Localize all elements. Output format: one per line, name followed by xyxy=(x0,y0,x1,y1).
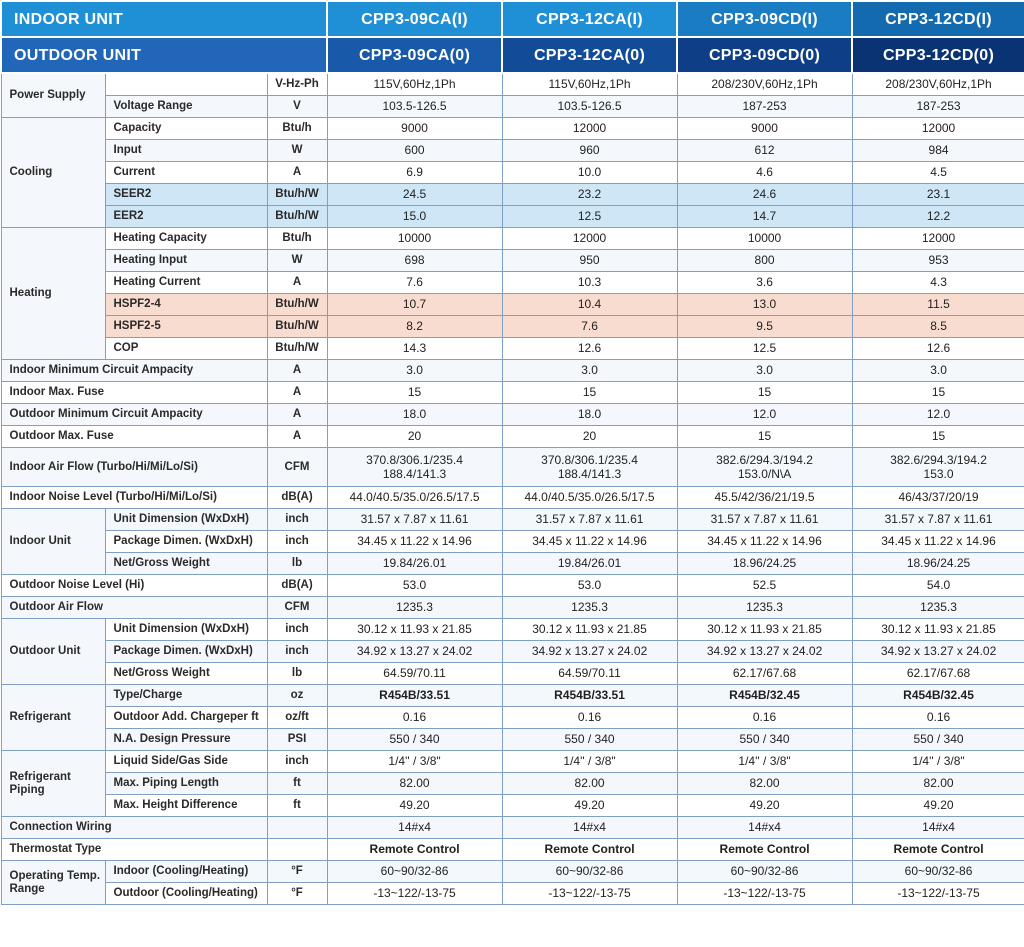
value-cell-model-4: 12000 xyxy=(852,118,1024,140)
unit-label: A xyxy=(267,404,327,426)
value-cell-model-2: R454B/33.51 xyxy=(502,685,677,707)
spec-row-outdoor-cooling-heating xyxy=(1,883,1024,905)
value-cell-model-4: 34.92 x 13.27 x 24.02 xyxy=(852,641,1024,663)
spec-row-seer2 xyxy=(1,184,1024,206)
value-cell-model-2: 18.0 xyxy=(502,404,677,426)
spec-row-thermostat-type xyxy=(1,839,1024,861)
value-cell-model-4: 11.5 xyxy=(852,294,1024,316)
value-cell-model-4: 12.6 xyxy=(852,338,1024,360)
group-label-indoor-unit: Indoor Unit xyxy=(1,509,105,575)
unit-label: inch xyxy=(267,641,327,663)
value-cell-model-1: 103.5-126.5 xyxy=(327,96,502,118)
outdoor-unit-label: OUTDOOR UNIT xyxy=(1,37,327,73)
value-cell-model-3: R454B/32.45 xyxy=(677,685,852,707)
value-cell-model-4: 208/230V,60Hz,1Ph xyxy=(852,73,1024,96)
value-cell-model-2: 103.5-126.5 xyxy=(502,96,677,118)
spec-row-hspf2-5 xyxy=(1,316,1024,338)
value-cell-model-4: 15 xyxy=(852,426,1024,448)
unit-label: CFM xyxy=(267,448,327,487)
indoor-model-4: CPP3-12CD(I) xyxy=(852,1,1024,37)
value-cell-model-4: 82.00 xyxy=(852,773,1024,795)
value-cell-model-3: 34.45 x 11.22 x 14.96 xyxy=(677,531,852,553)
value-cell-model-3: 4.6 xyxy=(677,162,852,184)
value-cell-model-3: 24.6 xyxy=(677,184,852,206)
spec-row-net-gross-weight xyxy=(1,553,1024,575)
value-cell-model-4: 12000 xyxy=(852,228,1024,250)
value-cell-model-2: 23.2 xyxy=(502,184,677,206)
param-label: Heating Input xyxy=(105,250,267,272)
group-label-power-supply: Power Supply xyxy=(1,73,105,118)
value-cell-model-4: 382.6/294.3/194.2 153.0 xyxy=(852,448,1024,487)
value-cell-model-3: 1235.3 xyxy=(677,597,852,619)
row-label: Outdoor Max. Fuse xyxy=(1,426,267,448)
param-label: HSPF2-4 xyxy=(105,294,267,316)
group-label-outdoor-unit: Outdoor Unit xyxy=(1,619,105,685)
value-cell-model-3: Remote Control xyxy=(677,839,852,861)
value-cell-model-1: 60~90/32-86 xyxy=(327,861,502,883)
value-cell-model-1: 44.0/40.5/35.0/26.5/17.5 xyxy=(327,487,502,509)
value-cell-model-4: 12.0 xyxy=(852,404,1024,426)
value-cell-model-3: 12.5 xyxy=(677,338,852,360)
unit-label: A xyxy=(267,162,327,184)
value-cell-model-3: -13~122/-13-75 xyxy=(677,883,852,905)
param-label: Outdoor (Cooling/Heating) xyxy=(105,883,267,905)
value-cell-model-4: 54.0 xyxy=(852,575,1024,597)
value-cell-model-3: 1/4'' / 3/8" xyxy=(677,751,852,773)
value-cell-model-4: 4.3 xyxy=(852,272,1024,294)
value-cell-model-1: 15.0 xyxy=(327,206,502,228)
param-label: Heating Capacity xyxy=(105,228,267,250)
value-cell-model-4: 60~90/32-86 xyxy=(852,861,1024,883)
value-cell-model-4: -13~122/-13-75 xyxy=(852,883,1024,905)
value-cell-model-1: 49.20 xyxy=(327,795,502,817)
unit-label: oz xyxy=(267,685,327,707)
value-cell-model-2: 82.00 xyxy=(502,773,677,795)
value-cell-model-1: 1/4'' / 3/8" xyxy=(327,751,502,773)
param-label: Package Dimen. (WxDxH) xyxy=(105,531,267,553)
value-cell-model-1: 7.6 xyxy=(327,272,502,294)
value-cell-model-3: 62.17/67.68 xyxy=(677,663,852,685)
param-label: Liquid Side/Gas Side xyxy=(105,751,267,773)
spec-row-voltage-range xyxy=(1,96,1024,118)
value-cell-model-4: 49.20 xyxy=(852,795,1024,817)
unit-label: Btu/h/W xyxy=(267,294,327,316)
value-cell-model-1: 34.92 x 13.27 x 24.02 xyxy=(327,641,502,663)
value-cell-model-4: 14#x4 xyxy=(852,817,1024,839)
indoor-model-3: CPP3-09CD(I) xyxy=(677,1,852,37)
spec-row-heating-current xyxy=(1,272,1024,294)
param-label: SEER2 xyxy=(105,184,267,206)
param-label: Heating Current xyxy=(105,272,267,294)
value-cell-model-1: -13~122/-13-75 xyxy=(327,883,502,905)
value-cell-model-3: 15 xyxy=(677,426,852,448)
value-cell-model-1: 14.3 xyxy=(327,338,502,360)
outdoor-unit-header-row xyxy=(1,37,1024,73)
spec-row-connection-wiring xyxy=(1,817,1024,839)
value-cell-model-3: 18.96/24.25 xyxy=(677,553,852,575)
value-cell-model-3: 49.20 xyxy=(677,795,852,817)
value-cell-model-4: R454B/32.45 xyxy=(852,685,1024,707)
value-cell-model-3: 31.57 x 7.87 x 11.61 xyxy=(677,509,852,531)
unit-label: Btu/h xyxy=(267,228,327,250)
unit-label: Btu/h/W xyxy=(267,338,327,360)
unit-label: inch xyxy=(267,509,327,531)
value-cell-model-2: 1235.3 xyxy=(502,597,677,619)
value-cell-model-1: 600 xyxy=(327,140,502,162)
value-cell-model-4: 23.1 xyxy=(852,184,1024,206)
spec-row-indoor-cooling-heating xyxy=(1,861,1024,883)
value-cell-model-1: 115V,60Hz,1Ph xyxy=(327,73,502,96)
value-cell-model-2: 64.59/70.11 xyxy=(502,663,677,685)
value-cell-model-1: 18.0 xyxy=(327,404,502,426)
value-cell-model-1: 1235.3 xyxy=(327,597,502,619)
spec-row-cop xyxy=(1,338,1024,360)
spec-row-eer2 xyxy=(1,206,1024,228)
unit-label: W xyxy=(267,250,327,272)
unit-label: °F xyxy=(267,861,327,883)
spec-row-indoor-air-flow-turbo-hi-mi-lo-si xyxy=(1,448,1024,487)
value-cell-model-3: 550 / 340 xyxy=(677,729,852,751)
unit-label: A xyxy=(267,426,327,448)
value-cell-model-2: 7.6 xyxy=(502,316,677,338)
value-cell-model-3: 14#x4 xyxy=(677,817,852,839)
value-cell-model-1: 10000 xyxy=(327,228,502,250)
value-cell-model-2: 14#x4 xyxy=(502,817,677,839)
value-cell-model-1: 3.0 xyxy=(327,360,502,382)
value-cell-model-2: 49.20 xyxy=(502,795,677,817)
unit-label: lb xyxy=(267,663,327,685)
value-cell-model-4: 0.16 xyxy=(852,707,1024,729)
value-cell-model-4: 18.96/24.25 xyxy=(852,553,1024,575)
spec-row-outdoor-air-flow xyxy=(1,597,1024,619)
value-cell-model-2: 950 xyxy=(502,250,677,272)
spec-row-unit-dimension-wxdxh xyxy=(1,509,1024,531)
spec-row-capacity xyxy=(1,118,1024,140)
row-label: Indoor Minimum Circuit Ampacity xyxy=(1,360,267,382)
value-cell-model-1: 0.16 xyxy=(327,707,502,729)
row-label: Outdoor Air Flow xyxy=(1,597,267,619)
param-label: Indoor (Cooling/Heating) xyxy=(105,861,267,883)
unit-label: Btu/h/W xyxy=(267,206,327,228)
value-cell-model-2: 3.0 xyxy=(502,360,677,382)
indoor-unit-label: INDOOR UNIT xyxy=(1,1,327,37)
spec-row-indoor-minimum-circuit-ampacity xyxy=(1,360,1024,382)
value-cell-model-2: 0.16 xyxy=(502,707,677,729)
param-label: Capacity xyxy=(105,118,267,140)
spec-row-heating-capacity xyxy=(1,228,1024,250)
unit-label: oz/ft xyxy=(267,707,327,729)
group-label-refrigerant-piping: Refrigerant Piping xyxy=(1,751,105,817)
param-label: Outdoor Add. Chargeper ft xyxy=(105,707,267,729)
unit-label: PSI xyxy=(267,729,327,751)
value-cell-model-1: 53.0 xyxy=(327,575,502,597)
row-label: Connection Wiring xyxy=(1,817,267,839)
value-cell-model-2: 1/4'' / 3/8" xyxy=(502,751,677,773)
value-cell-model-3: 30.12 x 11.93 x 21.85 xyxy=(677,619,852,641)
value-cell-model-4: 62.17/67.68 xyxy=(852,663,1024,685)
value-cell-model-1: 64.59/70.11 xyxy=(327,663,502,685)
value-cell-model-3: 187-253 xyxy=(677,96,852,118)
unit-label: inch xyxy=(267,619,327,641)
value-cell-model-2: 12000 xyxy=(502,228,677,250)
param-label: HSPF2-5 xyxy=(105,316,267,338)
value-cell-model-2: 53.0 xyxy=(502,575,677,597)
unit-label: W xyxy=(267,140,327,162)
spec-row-n-a-design-pressure xyxy=(1,729,1024,751)
value-cell-model-3: 3.6 xyxy=(677,272,852,294)
value-cell-model-1: R454B/33.51 xyxy=(327,685,502,707)
value-cell-model-3: 13.0 xyxy=(677,294,852,316)
indoor-model-1: CPP3-09CA(I) xyxy=(327,1,502,37)
param-label: Current xyxy=(105,162,267,184)
value-cell-model-1: Remote Control xyxy=(327,839,502,861)
param-label: Input xyxy=(105,140,267,162)
value-cell-model-2: 30.12 x 11.93 x 21.85 xyxy=(502,619,677,641)
unit-label: °F xyxy=(267,883,327,905)
unit-label: Btu/h xyxy=(267,118,327,140)
value-cell-model-2: 20 xyxy=(502,426,677,448)
value-cell-model-2: 12000 xyxy=(502,118,677,140)
param-label: Net/Gross Weight xyxy=(105,663,267,685)
spec-row-outdoor-add-chargeper-ft xyxy=(1,707,1024,729)
unit-label: Btu/h/W xyxy=(267,184,327,206)
value-cell-model-2: 10.4 xyxy=(502,294,677,316)
value-cell-model-1: 10.7 xyxy=(327,294,502,316)
value-cell-model-1: 15 xyxy=(327,382,502,404)
value-cell-model-1: 698 xyxy=(327,250,502,272)
value-cell-model-3: 3.0 xyxy=(677,360,852,382)
value-cell-model-1: 30.12 x 11.93 x 21.85 xyxy=(327,619,502,641)
indoor-model-2: CPP3-12CA(I) xyxy=(502,1,677,37)
value-cell-model-3: 800 xyxy=(677,250,852,272)
value-cell-model-4: 3.0 xyxy=(852,360,1024,382)
value-cell-model-3: 382.6/294.3/194.2 153.0/N\A xyxy=(677,448,852,487)
param-label: Max. Piping Length xyxy=(105,773,267,795)
value-cell-model-3: 612 xyxy=(677,140,852,162)
spec-row-package-dimen-wxdxh xyxy=(1,531,1024,553)
spec-row-outdoor-noise-level-hi xyxy=(1,575,1024,597)
spec-row-package-dimen-wxdxh xyxy=(1,641,1024,663)
unit-label: dB(A) xyxy=(267,575,327,597)
spec-row-max-height-difference xyxy=(1,795,1024,817)
value-cell-model-1: 14#x4 xyxy=(327,817,502,839)
unit-label: V xyxy=(267,96,327,118)
unit-label: V-Hz-Ph xyxy=(267,73,327,96)
unit-label: lb xyxy=(267,553,327,575)
value-cell-model-4: Remote Control xyxy=(852,839,1024,861)
value-cell-model-3: 10000 xyxy=(677,228,852,250)
value-cell-model-4: 953 xyxy=(852,250,1024,272)
group-label-refrigerant: Refrigerant xyxy=(1,685,105,751)
value-cell-model-1: 20 xyxy=(327,426,502,448)
value-cell-model-1: 19.84/26.01 xyxy=(327,553,502,575)
param-label: Unit Dimension (WxDxH) xyxy=(105,619,267,641)
row-label: Thermostat Type xyxy=(1,839,267,861)
row-label: Outdoor Noise Level (Hi) xyxy=(1,575,267,597)
param-label xyxy=(105,73,267,96)
spec-row-outdoor-max-fuse xyxy=(1,426,1024,448)
value-cell-model-2: Remote Control xyxy=(502,839,677,861)
spec-row-outdoor-minimum-circuit-ampacity xyxy=(1,404,1024,426)
value-cell-model-3: 15 xyxy=(677,382,852,404)
value-cell-model-2: -13~122/-13-75 xyxy=(502,883,677,905)
value-cell-model-2: 60~90/32-86 xyxy=(502,861,677,883)
value-cell-model-4: 984 xyxy=(852,140,1024,162)
param-label: Max. Height Difference xyxy=(105,795,267,817)
unit-label xyxy=(267,839,327,861)
spec-row-indoor-noise-level-turbo-hi-mi-lo-si xyxy=(1,487,1024,509)
spec-row-liquid-side-gas-side xyxy=(1,751,1024,773)
value-cell-model-2: 12.6 xyxy=(502,338,677,360)
row-label: Outdoor Minimum Circuit Ampacity xyxy=(1,404,267,426)
value-cell-model-4: 30.12 x 11.93 x 21.85 xyxy=(852,619,1024,641)
indoor-unit-header-row xyxy=(1,1,1024,37)
value-cell-model-3: 34.92 x 13.27 x 24.02 xyxy=(677,641,852,663)
outdoor-model-2: CPP3-12CA(0) xyxy=(502,37,677,73)
value-cell-model-2: 44.0/40.5/35.0/26.5/17.5 xyxy=(502,487,677,509)
value-cell-model-1: 24.5 xyxy=(327,184,502,206)
spec-row-heating-input xyxy=(1,250,1024,272)
value-cell-model-1: 9000 xyxy=(327,118,502,140)
value-cell-model-3: 82.00 xyxy=(677,773,852,795)
value-cell-model-3: 9000 xyxy=(677,118,852,140)
spec-row-net-gross-weight xyxy=(1,663,1024,685)
value-cell-model-4: 31.57 x 7.87 x 11.61 xyxy=(852,509,1024,531)
spec-row-input xyxy=(1,140,1024,162)
value-cell-model-3: 0.16 xyxy=(677,707,852,729)
value-cell-model-3: 12.0 xyxy=(677,404,852,426)
outdoor-model-1: CPP3-09CA(0) xyxy=(327,37,502,73)
spec-row-hspf2-4 xyxy=(1,294,1024,316)
spec-row-type-charge xyxy=(1,685,1024,707)
value-cell-model-2: 31.57 x 7.87 x 11.61 xyxy=(502,509,677,531)
value-cell-model-1: 370.8/306.1/235.4 188.4/141.3 xyxy=(327,448,502,487)
value-cell-model-1: 550 / 340 xyxy=(327,729,502,751)
value-cell-model-3: 9.5 xyxy=(677,316,852,338)
row-label: Indoor Air Flow (Turbo/Hi/Mi/Lo/Si) xyxy=(1,448,267,487)
unit-label xyxy=(267,817,327,839)
param-label: Voltage Range xyxy=(105,96,267,118)
value-cell-model-1: 31.57 x 7.87 x 11.61 xyxy=(327,509,502,531)
value-cell-model-4: 187-253 xyxy=(852,96,1024,118)
value-cell-model-4: 46/43/37/20/19 xyxy=(852,487,1024,509)
value-cell-model-4: 12.2 xyxy=(852,206,1024,228)
param-label: EER2 xyxy=(105,206,267,228)
row-label: Indoor Noise Level (Turbo/Hi/Mi/Lo/Si) xyxy=(1,487,267,509)
value-cell-model-2: 550 / 340 xyxy=(502,729,677,751)
unit-label: A xyxy=(267,360,327,382)
unit-label: ft xyxy=(267,795,327,817)
value-cell-model-2: 15 xyxy=(502,382,677,404)
value-cell-model-3: 14.7 xyxy=(677,206,852,228)
spec-row-current xyxy=(1,162,1024,184)
value-cell-model-3: 45.5/42/36/21/19.5 xyxy=(677,487,852,509)
value-cell-model-1: 82.00 xyxy=(327,773,502,795)
value-cell-model-3: 52.5 xyxy=(677,575,852,597)
spec-row-max-piping-length xyxy=(1,773,1024,795)
value-cell-model-1: 8.2 xyxy=(327,316,502,338)
group-label-heating: Heating xyxy=(1,228,105,360)
unit-label: dB(A) xyxy=(267,487,327,509)
unit-label: inch xyxy=(267,751,327,773)
value-cell-model-2: 10.3 xyxy=(502,272,677,294)
value-cell-model-3: 208/230V,60Hz,1Ph xyxy=(677,73,852,96)
unit-label: CFM xyxy=(267,597,327,619)
param-label: Unit Dimension (WxDxH) xyxy=(105,509,267,531)
spec-row-power-supply-v-hz-ph xyxy=(1,73,1024,96)
spec-row-indoor-max-fuse xyxy=(1,382,1024,404)
value-cell-model-4: 4.5 xyxy=(852,162,1024,184)
value-cell-model-2: 34.45 x 11.22 x 14.96 xyxy=(502,531,677,553)
param-label: N.A. Design Pressure xyxy=(105,729,267,751)
unit-label: A xyxy=(267,272,327,294)
value-cell-model-2: 34.92 x 13.27 x 24.02 xyxy=(502,641,677,663)
outdoor-model-4: CPP3-12CD(0) xyxy=(852,37,1024,73)
row-label: Indoor Max. Fuse xyxy=(1,382,267,404)
unit-label: ft xyxy=(267,773,327,795)
value-cell-model-2: 10.0 xyxy=(502,162,677,184)
value-cell-model-1: 6.9 xyxy=(327,162,502,184)
value-cell-model-4: 34.45 x 11.22 x 14.96 xyxy=(852,531,1024,553)
spec-row-unit-dimension-wxdxh xyxy=(1,619,1024,641)
value-cell-model-3: 60~90/32-86 xyxy=(677,861,852,883)
value-cell-model-4: 1235.3 xyxy=(852,597,1024,619)
unit-label: A xyxy=(267,382,327,404)
param-label: Type/Charge xyxy=(105,685,267,707)
value-cell-model-4: 1/4'' / 3/8" xyxy=(852,751,1024,773)
outdoor-model-3: CPP3-09CD(0) xyxy=(677,37,852,73)
value-cell-model-4: 8.5 xyxy=(852,316,1024,338)
group-label-cooling: Cooling xyxy=(1,118,105,228)
value-cell-model-1: 34.45 x 11.22 x 14.96 xyxy=(327,531,502,553)
value-cell-model-2: 960 xyxy=(502,140,677,162)
unit-label: inch xyxy=(267,531,327,553)
param-label: Package Dimen. (WxDxH) xyxy=(105,641,267,663)
param-label: Net/Gross Weight xyxy=(105,553,267,575)
value-cell-model-2: 12.5 xyxy=(502,206,677,228)
param-label: COP xyxy=(105,338,267,360)
value-cell-model-4: 15 xyxy=(852,382,1024,404)
value-cell-model-2: 19.84/26.01 xyxy=(502,553,677,575)
group-label-operating-temp: Operating Temp. Range xyxy=(1,861,105,905)
value-cell-model-2: 370.8/306.1/235.4 188.4/141.3 xyxy=(502,448,677,487)
unit-label: Btu/h/W xyxy=(267,316,327,338)
value-cell-model-4: 550 / 340 xyxy=(852,729,1024,751)
value-cell-model-2: 115V,60Hz,1Ph xyxy=(502,73,677,96)
